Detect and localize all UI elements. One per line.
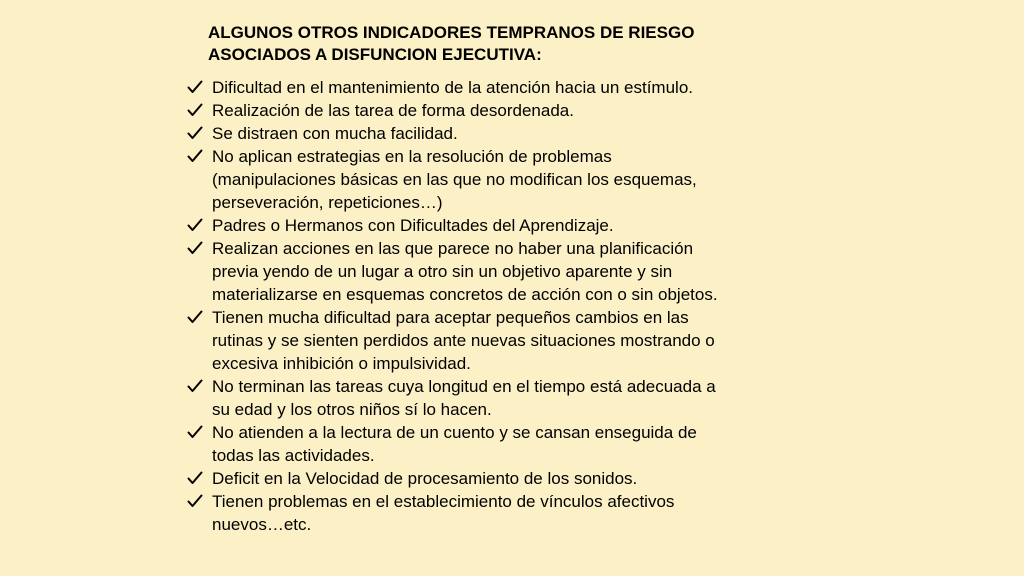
list-item-text-line: perseveración, repeticiones…) (212, 193, 443, 212)
list-item-text-line: Tienen problemas en el establecimiento de vínculos afectivos (212, 492, 675, 511)
list-item-text-line: materializarse en esquemas concretos de acción con o sin objetos. (212, 285, 718, 304)
list-item-text-line: Se distraen con mucha facilidad. (212, 124, 458, 143)
checkmark-icon (186, 308, 204, 326)
list-item (186, 76, 806, 99)
list-item-text-line: rutinas y se sienten perdidos ante nuevas situaciones mostrando o (212, 331, 715, 350)
checkmark-icon (186, 101, 204, 119)
list-item (186, 145, 806, 214)
list-item (186, 421, 806, 467)
list-item (186, 122, 806, 145)
list-item-text-line: Dificultad en el mantenimiento de la atención hacia un estímulo. (212, 78, 694, 97)
checkmark-icon (186, 78, 204, 96)
list-item-text-line: (manipulaciones básicas en las que no modifican los esquemas, (212, 170, 697, 189)
list-item-text-line: su edad y los otros niños sí lo hacen. (212, 400, 492, 419)
list-item-text-line: excesiva inhibición o impulsividad. (212, 354, 471, 373)
list-item (186, 214, 806, 237)
indicator-list (186, 76, 806, 536)
list-item (186, 375, 806, 421)
title-line-1: ALGUNOS OTROS INDICADORES TEMPRANOS DE RIESGO (208, 23, 695, 42)
checkmark-icon (186, 469, 204, 487)
list-item-text-line: Realización de las tarea de forma desordenada. (212, 101, 574, 120)
checkmark-icon (186, 377, 204, 395)
list-item-text-line: previa yendo de un lugar a otro sin un objetivo aparente y sin (212, 262, 673, 281)
list-item (186, 99, 806, 122)
checkmark-icon (186, 216, 204, 234)
list-item-text-line: Deficit en la Velocidad de procesamiento de los sonidos. (212, 469, 638, 488)
checkmark-icon (186, 423, 204, 441)
checkmark-icon (186, 124, 204, 142)
list-item-text-line: Realizan acciones en las que parece no haber una planificación (212, 239, 694, 258)
list-item (186, 306, 806, 375)
list-item (186, 467, 806, 490)
list-item-text-line: Tienen mucha dificultad para aceptar pequeños cambios en las (212, 308, 689, 327)
list-item-text-line: nuevos…etc. (212, 515, 312, 534)
slide-title (208, 22, 808, 66)
list-item-text-line: No aplican estrategias en la resolución de problemas (212, 147, 612, 166)
list-item (186, 237, 806, 306)
checkmark-icon (186, 492, 204, 510)
checkmark-icon (186, 239, 204, 257)
list-item-text-line: Padres o Hermanos con Dificultades del Aprendizaje. (212, 216, 614, 235)
checkmark-icon (186, 147, 204, 165)
list-item-text-line: todas las actividades. (212, 446, 375, 465)
list-item-text-line: No atienden a la lectura de un cuento y se cansan enseguida de (212, 423, 697, 442)
list-item (186, 490, 806, 536)
title-line-2: ASOCIADOS A DISFUNCION EJECUTIVA: (208, 45, 542, 64)
list-item-text-line: No terminan las tareas cuya longitud en el tiempo está adecuada a (212, 377, 716, 396)
